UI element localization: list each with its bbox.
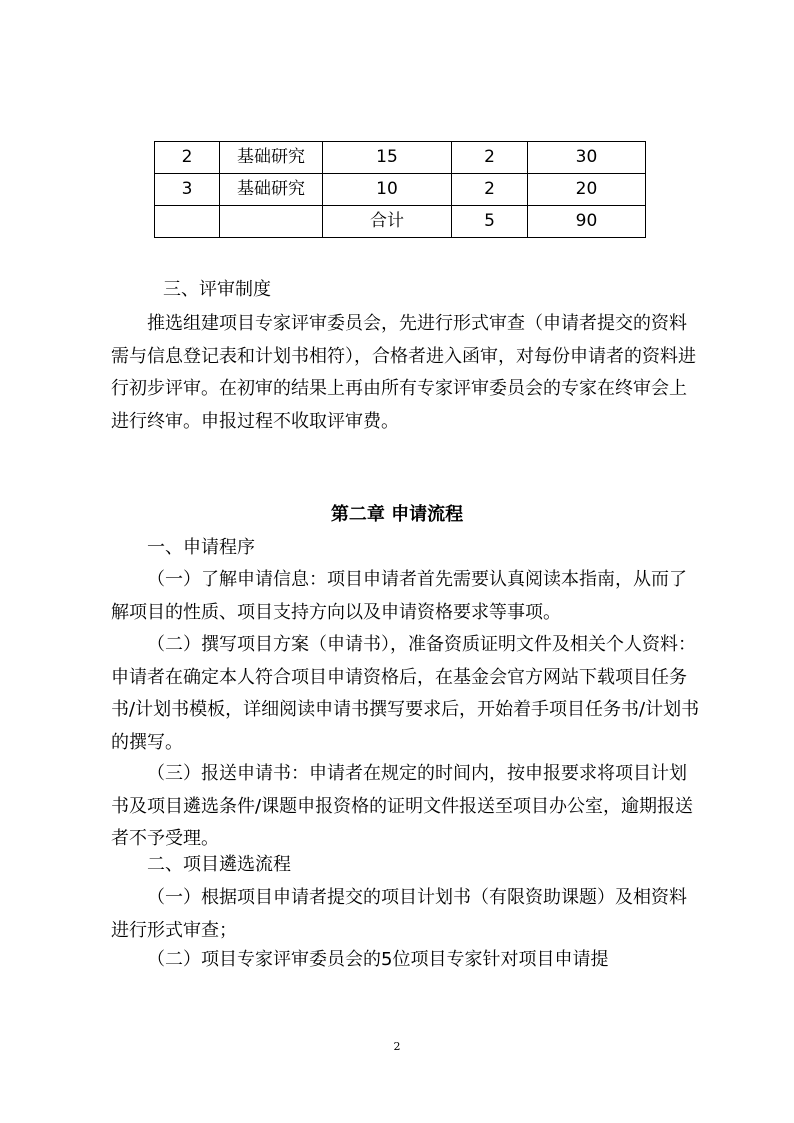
table-cell [220, 206, 323, 238]
table-row [155, 142, 646, 174]
table-cell: 5 [452, 206, 528, 238]
table-cell: 15 [323, 142, 452, 174]
paragraph-selection-2: （二）项目专家评审委员会的5位项目专家针对项目申请提 [147, 949, 609, 970]
table-cell: 合计 [323, 206, 452, 238]
table-cell: 2 [452, 142, 528, 174]
table-cell: 3 [155, 174, 220, 206]
section-heading-review: 三、评审制度 [163, 279, 271, 300]
table-row [155, 174, 646, 206]
table-cell: 基础研究 [220, 142, 323, 174]
table-cell: 10 [323, 174, 452, 206]
subsection-heading-procedure: 一、申请程序 [147, 537, 255, 558]
table-cell: 20 [528, 174, 646, 206]
section-body-review: 推选组建项目专家评审委员会，先进行形式审查（申请者提交的资料需与信息登记表和计划书相符），合格者进入函审，对每份申请者的资料进行初步评审。在初审的结果上再由所有专家评审委员会的专家在终审会上进行终审。申报过程不收取评审费。 [111, 313, 696, 432]
budget-table [154, 141, 646, 238]
table-cell: 基础研究 [220, 174, 323, 206]
table-cell: 2 [155, 142, 220, 174]
table-cell: 90 [528, 206, 646, 238]
page-number: 2 [393, 1040, 401, 1053]
table-cell: 2 [452, 174, 528, 206]
paragraph-step-1: （一）了解申请信息：项目申请者首先需要认真阅读本指南，从而了解项目的性质、项目支持方向以及申请资格要求等事项。 [111, 569, 687, 623]
subsection-heading-selection: 二、项目遴选流程 [147, 854, 291, 875]
chapter-title: 第二章 申请流程 [330, 504, 464, 525]
paragraph-step-2: （二）撰写项目方案（申请书），准备资质证明文件及相关个人资料：申请者在确定本人符合项目申请资格后，在基金会官方网站下载项目任务书/计划书模板，详细阅读申请书撰写要求后，开始着手项目任务书/计划书的撰写。 [111, 634, 700, 753]
table-row-total [155, 206, 646, 238]
paragraph-selection-1: （一）根据项目申请者提交的项目计划书（有限资助课题）及相资料进行形式审查； [111, 887, 687, 941]
paragraph-step-3: （三）报送申请书：申请者在规定的时间内，按申报要求将项目计划书及项目遴选条件/课题申报资格的证明文件报送至项目办公室，逾期报送者不予受理。 [111, 763, 694, 849]
table-cell: 30 [528, 142, 646, 174]
table-cell [155, 206, 220, 238]
